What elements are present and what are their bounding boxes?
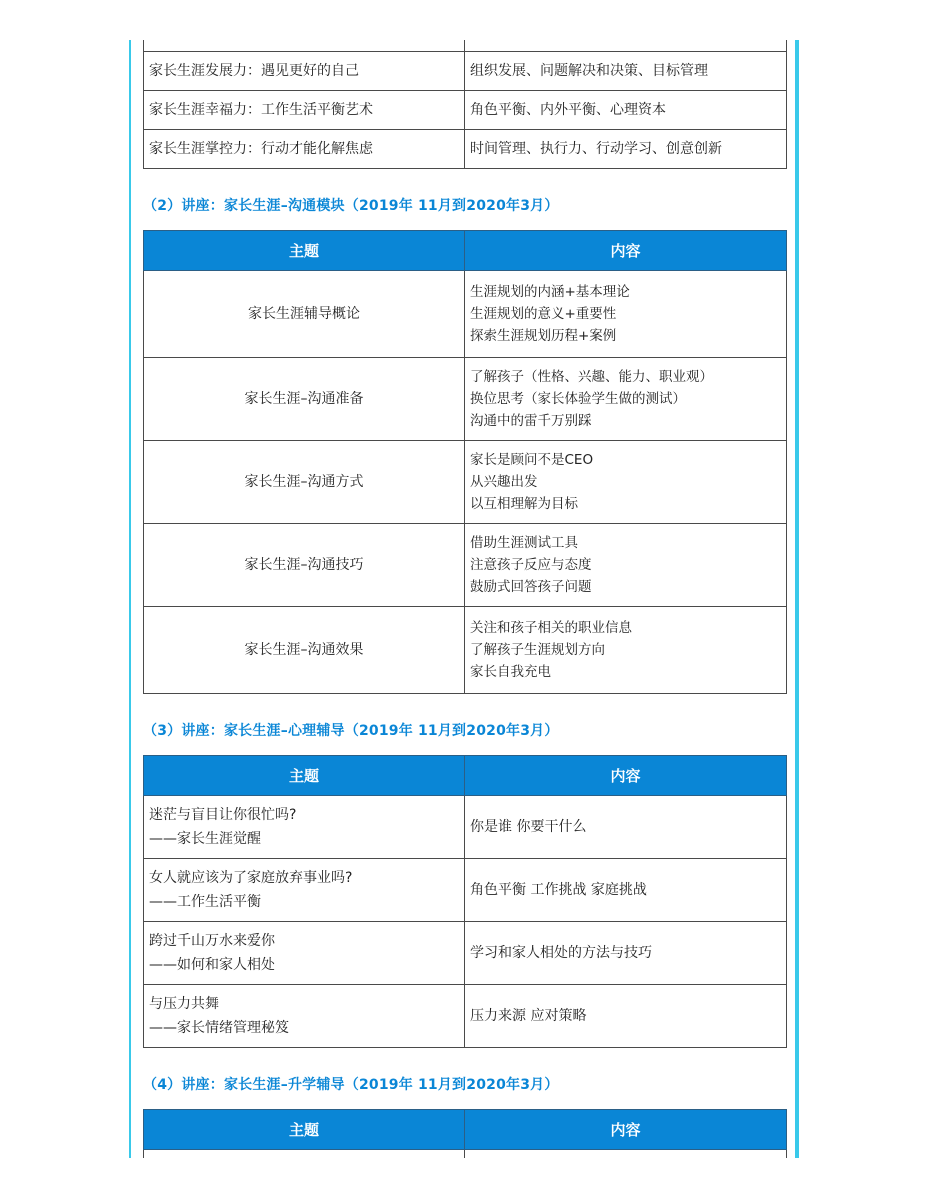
content-line: 沟通中的雷千万别踩 [470,413,592,429]
table-row [144,985,787,1048]
table-cell-topic: 家长生涯–沟通技巧 [144,524,465,607]
table-cell-topic [144,1150,465,1159]
table-row [144,922,787,985]
section-title-communication: （2）讲座：家长生涯–沟通模块（2019年 11月到2020年3月） [143,198,559,214]
column-header-topic: 主题 [144,756,465,796]
table-cell-topic [144,922,465,985]
table-cell-content [465,441,787,524]
content-line: 以互相理解为目标 [470,496,578,512]
table-row [144,1150,787,1159]
admission-module-table [143,1109,787,1158]
table-cell-topic [144,796,465,859]
content-line: 鼓励式回答孩子问题 [470,579,592,595]
table-cell-topic: 家长生涯–沟通方式 [144,441,465,524]
table-cell-topic: 家长生涯–沟通准备 [144,358,465,441]
content-line: 借助生涯测试工具 [470,535,578,551]
table-cell-content [465,40,787,52]
table-row [144,441,787,524]
column-header-topic: 主题 [144,231,465,271]
table-row [144,40,787,52]
topic-line: 跨过千山万水来爱你 [149,933,275,949]
content-line: 注意孩子反应与态度 [470,557,592,573]
table-cell-topic: 家长生涯发展力：遇见更好的自己 [144,52,465,91]
communication-module-table [143,230,787,694]
column-header-content: 内容 [465,1110,787,1150]
table-row [144,796,787,859]
table-row [144,607,787,694]
table-cell-content [465,271,787,358]
psychology-module-table [143,755,787,1048]
topic-line: 迷茫与盲目让你很忙吗? [149,807,297,823]
table-row [144,271,787,358]
table-cell-content: 时间管理、执行力、行动学习、创意创新 [465,130,787,169]
table-cell-topic: 家长生涯掌控力：行动才能化解焦虑 [144,130,465,169]
section-title-psychology: （3）讲座：家长生涯–心理辅导（2019年 11月到2020年3月） [143,723,559,739]
career-ability-table [143,40,787,169]
table-row [144,859,787,922]
section-title-admission: （4）讲座：家长生涯–升学辅导（2019年 11月到2020年3月） [143,1077,559,1093]
table-cell-topic: 家长生涯–沟通效果 [144,607,465,694]
article-content [143,40,786,1158]
table-cell-content [465,607,787,694]
table-cell-content [465,524,787,607]
table-cell-content [465,1150,787,1159]
table-cell-content: 组织发展、问题解决和决策、目标管理 [465,52,787,91]
content-line: 换位思考（家长体验学生做的测试） [470,391,686,407]
table-cell-content: 压力来源 应对策略 [465,985,787,1048]
table-cell-content: 角色平衡 工作挑战 家庭挑战 [465,859,787,922]
content-line: 从兴趣出发 [470,474,538,490]
table-cell-content [465,358,787,441]
table-cell-content: 角色平衡、内外平衡、心理资本 [465,91,787,130]
table-cell-content: 你是谁 你要干什么 [465,796,787,859]
column-header-content: 内容 [465,756,787,796]
table-header-row [144,231,787,271]
topic-subline: ——家长情绪管理秘笈 [149,1020,289,1036]
content-line: 探索生涯规划历程+案例 [470,328,617,344]
table-cell-topic: 家长生涯幸福力：工作生活平衡艺术 [144,91,465,130]
table-cell-topic [144,859,465,922]
topic-line: 与压力共舞 [149,996,219,1012]
table-header-row [144,756,787,796]
table-cell-content: 学习和家人相处的方法与技巧 [465,922,787,985]
table-row [144,524,787,607]
content-line: 家长是顾问不是CEO [470,452,594,468]
table-header-row [144,1110,787,1150]
table-row [144,358,787,441]
topic-subline: ——工作生活平衡 [149,894,261,910]
article-frame [129,40,799,1158]
content-line: 家长自我充电 [470,664,551,680]
topic-line: 女人就应该为了家庭放弃事业吗? [149,870,353,886]
table-cell-topic: 家长生涯辅导概论 [144,271,465,358]
table-row [144,52,787,91]
content-line: 关注和孩子相关的职业信息 [470,620,632,636]
table-row [144,130,787,169]
table-cell-topic [144,985,465,1048]
content-line: 生涯规划的内涵+基本理论 [470,284,630,300]
table-row [144,91,787,130]
topic-subline: ——家长生涯觉醒 [149,831,261,847]
topic-subline: ——如何和家人相处 [149,957,275,973]
content-line: 了解孩子（性格、兴趣、能力、职业观） [470,369,713,385]
content-line: 了解孩子生涯规划方向 [470,642,605,658]
column-header-content: 内容 [465,231,787,271]
table-cell-topic [144,40,465,52]
content-line: 生涯规划的意义+重要性 [470,306,617,322]
column-header-topic: 主题 [144,1110,465,1150]
